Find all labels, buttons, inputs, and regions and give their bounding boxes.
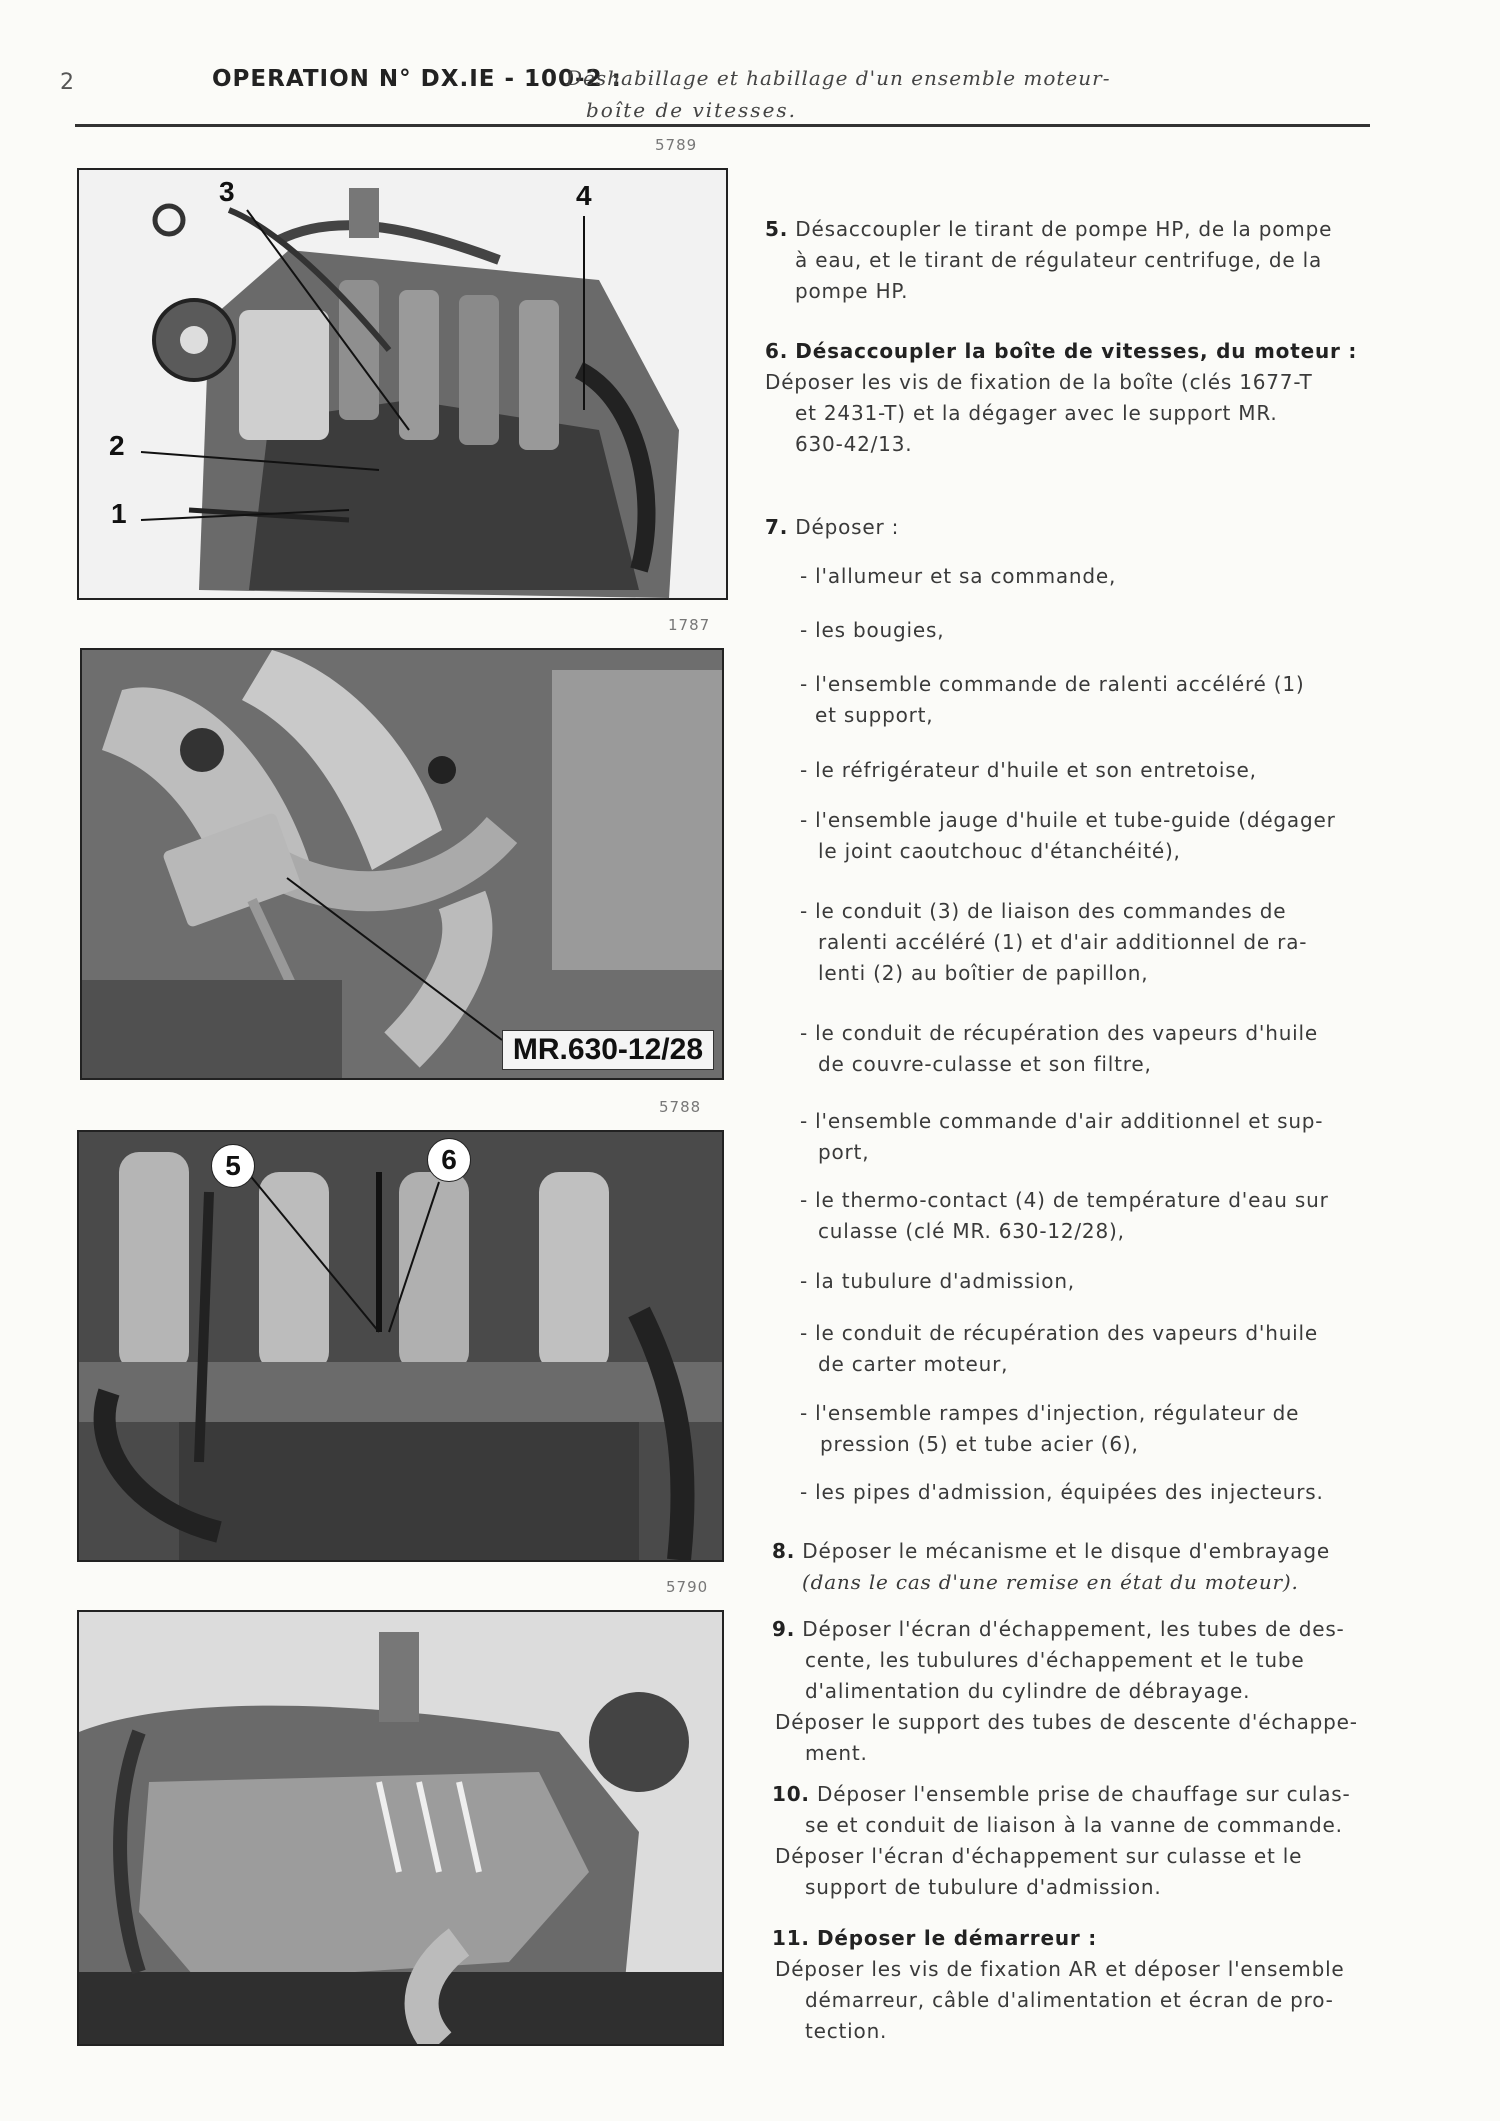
step-5: [765, 214, 1332, 245]
engine-photo-4: [77, 1610, 724, 2046]
step-text: Déposer le support des tubes de descente d'échappe-: [775, 1710, 1358, 1734]
operation-subtitle: Déshabillage et habillage d'un ensemble moteur-: [566, 66, 1111, 90]
list-item-cont: pression (5) et tube acier (6),: [820, 1432, 1139, 1456]
list-item: - le conduit de récupération des vapeurs d'huile: [800, 1321, 1318, 1345]
step-text: Déposer l'écran d'échappement, les tubes de des-: [802, 1617, 1345, 1641]
list-item-cont: le joint caoutchouc d'étanchéité),: [818, 839, 1181, 863]
tool-label: MR.630-12/28: [502, 1030, 714, 1070]
callout-1: 1: [111, 498, 127, 529]
list-item: - le thermo-contact (4) de température d'eau sur: [800, 1188, 1329, 1212]
step-6-heading: [765, 336, 1357, 367]
step-number: 9.: [772, 1617, 796, 1641]
list-item: - le réfrigérateur d'huile et son entretoise,: [800, 758, 1257, 782]
step-title: Déposer :: [795, 515, 900, 539]
step-text: ment.: [805, 1741, 868, 1765]
step-text: cente, les tubulures d'échappement et le tube: [805, 1648, 1305, 1672]
list-item-cont: lenti (2) au boîtier de papillon,: [818, 961, 1149, 985]
step-text: Déposer les vis de fixation AR et déposer l'ensemble: [775, 1957, 1345, 1981]
engine-photo-2: [80, 648, 724, 1080]
list-item: - l'ensemble jauge d'huile et tube-guide (dégager: [800, 808, 1336, 832]
step-text: à eau, et le tirant de régulateur centrifuge, de la: [795, 248, 1323, 272]
operation-title: OPERATION N° DX.IE - 100-2 :: [212, 66, 622, 92]
figure-code: 5788: [659, 1098, 702, 1116]
step-number: 5.: [765, 217, 789, 241]
step-number: 7.: [765, 515, 789, 539]
callout-4: 4: [576, 180, 592, 211]
list-item: - l'ensemble rampes d'injection, régulateur de: [800, 1401, 1300, 1425]
step-title: Déposer le démarreur :: [817, 1926, 1098, 1950]
step-note: (dans le cas d'une remise en état du moteur).: [802, 1570, 1299, 1594]
list-item: - la tubulure d'admission,: [800, 1269, 1075, 1293]
step-number: 8.: [772, 1539, 796, 1563]
list-item: - le conduit de récupération des vapeurs d'huile: [800, 1021, 1318, 1045]
step-9: [772, 1614, 1345, 1645]
list-item-cont: culasse (clé MR. 630-12/28),: [818, 1219, 1125, 1243]
step-8: [772, 1536, 1330, 1567]
step-text: tection.: [805, 2019, 888, 2043]
callout-2: 2: [109, 430, 125, 461]
step-text: Déposer l'ensemble prise de chauffage sur culas-: [817, 1782, 1351, 1806]
figure-code: 5790: [666, 1578, 709, 1596]
step-text: démarreur, câble d'alimentation et écran de pro-: [805, 1988, 1334, 2012]
step-text: support de tubulure d'admission.: [805, 1875, 1162, 1899]
page-number: 2: [60, 70, 74, 95]
list-item-cont: de carter moteur,: [818, 1352, 1009, 1376]
step-text: Déposer l'écran d'échappement sur culasse et le: [775, 1844, 1303, 1868]
step-7-heading: [765, 512, 899, 543]
step-title: Désaccoupler la boîte de vitesses, du moteur :: [795, 339, 1358, 363]
step-text: Déposer les vis de fixation de la boîte (clés 1677-T: [765, 370, 1313, 394]
step-text: et 2431-T) et la dégager avec le support MR.: [795, 401, 1278, 425]
figure-code: 5789: [655, 136, 698, 154]
step-number: 10.: [772, 1782, 810, 1806]
list-item-cont: de couvre-culasse et son filtre,: [818, 1052, 1152, 1076]
header-rule: [75, 124, 1370, 127]
figure-code: 1787: [668, 616, 711, 634]
step-text: pompe HP.: [795, 279, 909, 303]
step-10: [772, 1779, 1351, 1810]
step-text: Déposer le mécanisme et le disque d'embrayage: [802, 1539, 1330, 1563]
callout-3: 3: [219, 176, 235, 207]
list-item: - les bougies,: [800, 618, 945, 642]
engine-photo-3: [77, 1130, 724, 1562]
list-item: - l'ensemble commande de ralenti accéléré (1): [800, 672, 1305, 696]
step-text: Désaccoupler le tirant de pompe HP, de la pompe: [795, 217, 1333, 241]
operation-subtitle-line2: boîte de vitesses.: [586, 98, 798, 122]
step-number: 6.: [765, 339, 789, 363]
step-text: se et conduit de liaison à la vanne de commande.: [805, 1813, 1343, 1837]
step-text: d'alimentation du cylindre de débrayage.: [805, 1679, 1251, 1703]
callout-5: 5: [211, 1144, 255, 1188]
engine-photo-1: [77, 168, 728, 600]
list-item: - l'allumeur et sa commande,: [800, 564, 1117, 588]
list-item: - le conduit (3) de liaison des commandes de: [800, 899, 1287, 923]
step-11-heading: [772, 1923, 1097, 1954]
list-item: - l'ensemble commande d'air additionnel et sup-: [800, 1109, 1324, 1133]
step-number: 11.: [772, 1926, 810, 1950]
step-text: 630-42/13.: [795, 432, 913, 456]
callout-6: 6: [427, 1138, 471, 1182]
list-item: - les pipes d'admission, équipées des injecteurs.: [800, 1480, 1324, 1504]
list-item-cont: port,: [818, 1140, 870, 1164]
list-item-cont: ralenti accéléré (1) et d'air additionnel de ra-: [818, 930, 1308, 954]
list-item-cont: et support,: [815, 703, 934, 727]
